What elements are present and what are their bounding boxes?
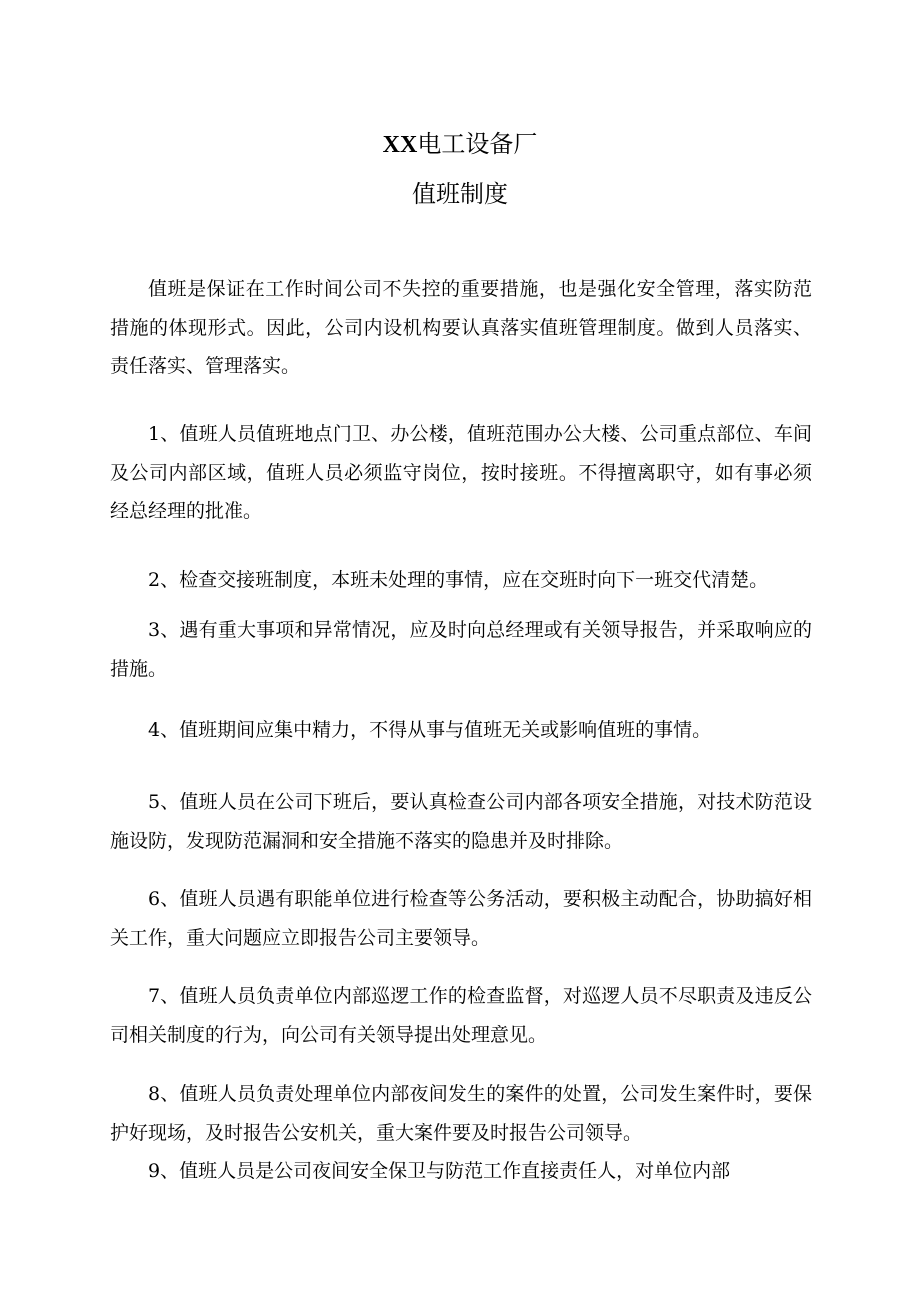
title-suffix: 电工设备厂 xyxy=(417,130,538,158)
rule-paragraph-7: 7、值班人员负责单位内部巡逻工作的检查监督，对巡逻人员不尽职责及违反公司相关制度的行为，向公司有关领导提出处理意见。 xyxy=(110,985,812,1046)
title-prefix: XX xyxy=(382,132,418,158)
rule-paragraph-4: 4、值班期间应集中精力，不得从事与值班无关或影响值班的事情。 xyxy=(148,719,712,741)
rule-paragraph-8: 8、值班人员负责处理单位内部夜间发生的案件的处置，公司发生案件时，要保护好现场，及时报告公安机关，重大案件要及时报告公司领导。 xyxy=(110,1083,812,1144)
rule-paragraph-9: 9、值班人员是公司夜间安全保卫与防范工作直接责任人，对单位内部 xyxy=(148,1160,731,1182)
rule-paragraph-1: 1、值班人员值班地点门卫、办公楼，值班范围办公大楼、公司重点部位、车间及公司内部区域，值班人员必须监守岗位，按时接班。不得擅离职守，如有事必须经总经理的批准。 xyxy=(110,423,812,522)
rule-paragraph-5: 5、值班人员在公司下班后，要认真检查公司内部各项安全措施，对技术防范设施设防，发现防范漏洞和安全措施不落实的隐患并及时排除。 xyxy=(110,791,812,852)
rule-paragraph-2: 2、检查交接班制度，本班未处理的事情，应在交班时向下一班交代清楚。 xyxy=(148,569,769,591)
document-title xyxy=(0,129,920,160)
intro-paragraph: 值班是保证在工作时间公司不失控的重要措施，也是强化安全管理，落实防范措施的体现形式。因此，公司内设机构要认真落实值班管理制度。做到人员落实、责任落实、管理落实。 xyxy=(110,278,812,377)
rule-paragraph-6: 6、值班人员遇有职能单位进行检查等公务活动，要积极主动配合，协助搞好相关工作，重大问题应立即报告公司主要领导。 xyxy=(110,888,812,949)
rule-paragraph-3: 3、遇有重大事项和异常情况，应及时向总经理或有关领导报告，并采取响应的措施。 xyxy=(110,619,812,680)
document-subtitle: 值班制度 xyxy=(412,180,508,208)
